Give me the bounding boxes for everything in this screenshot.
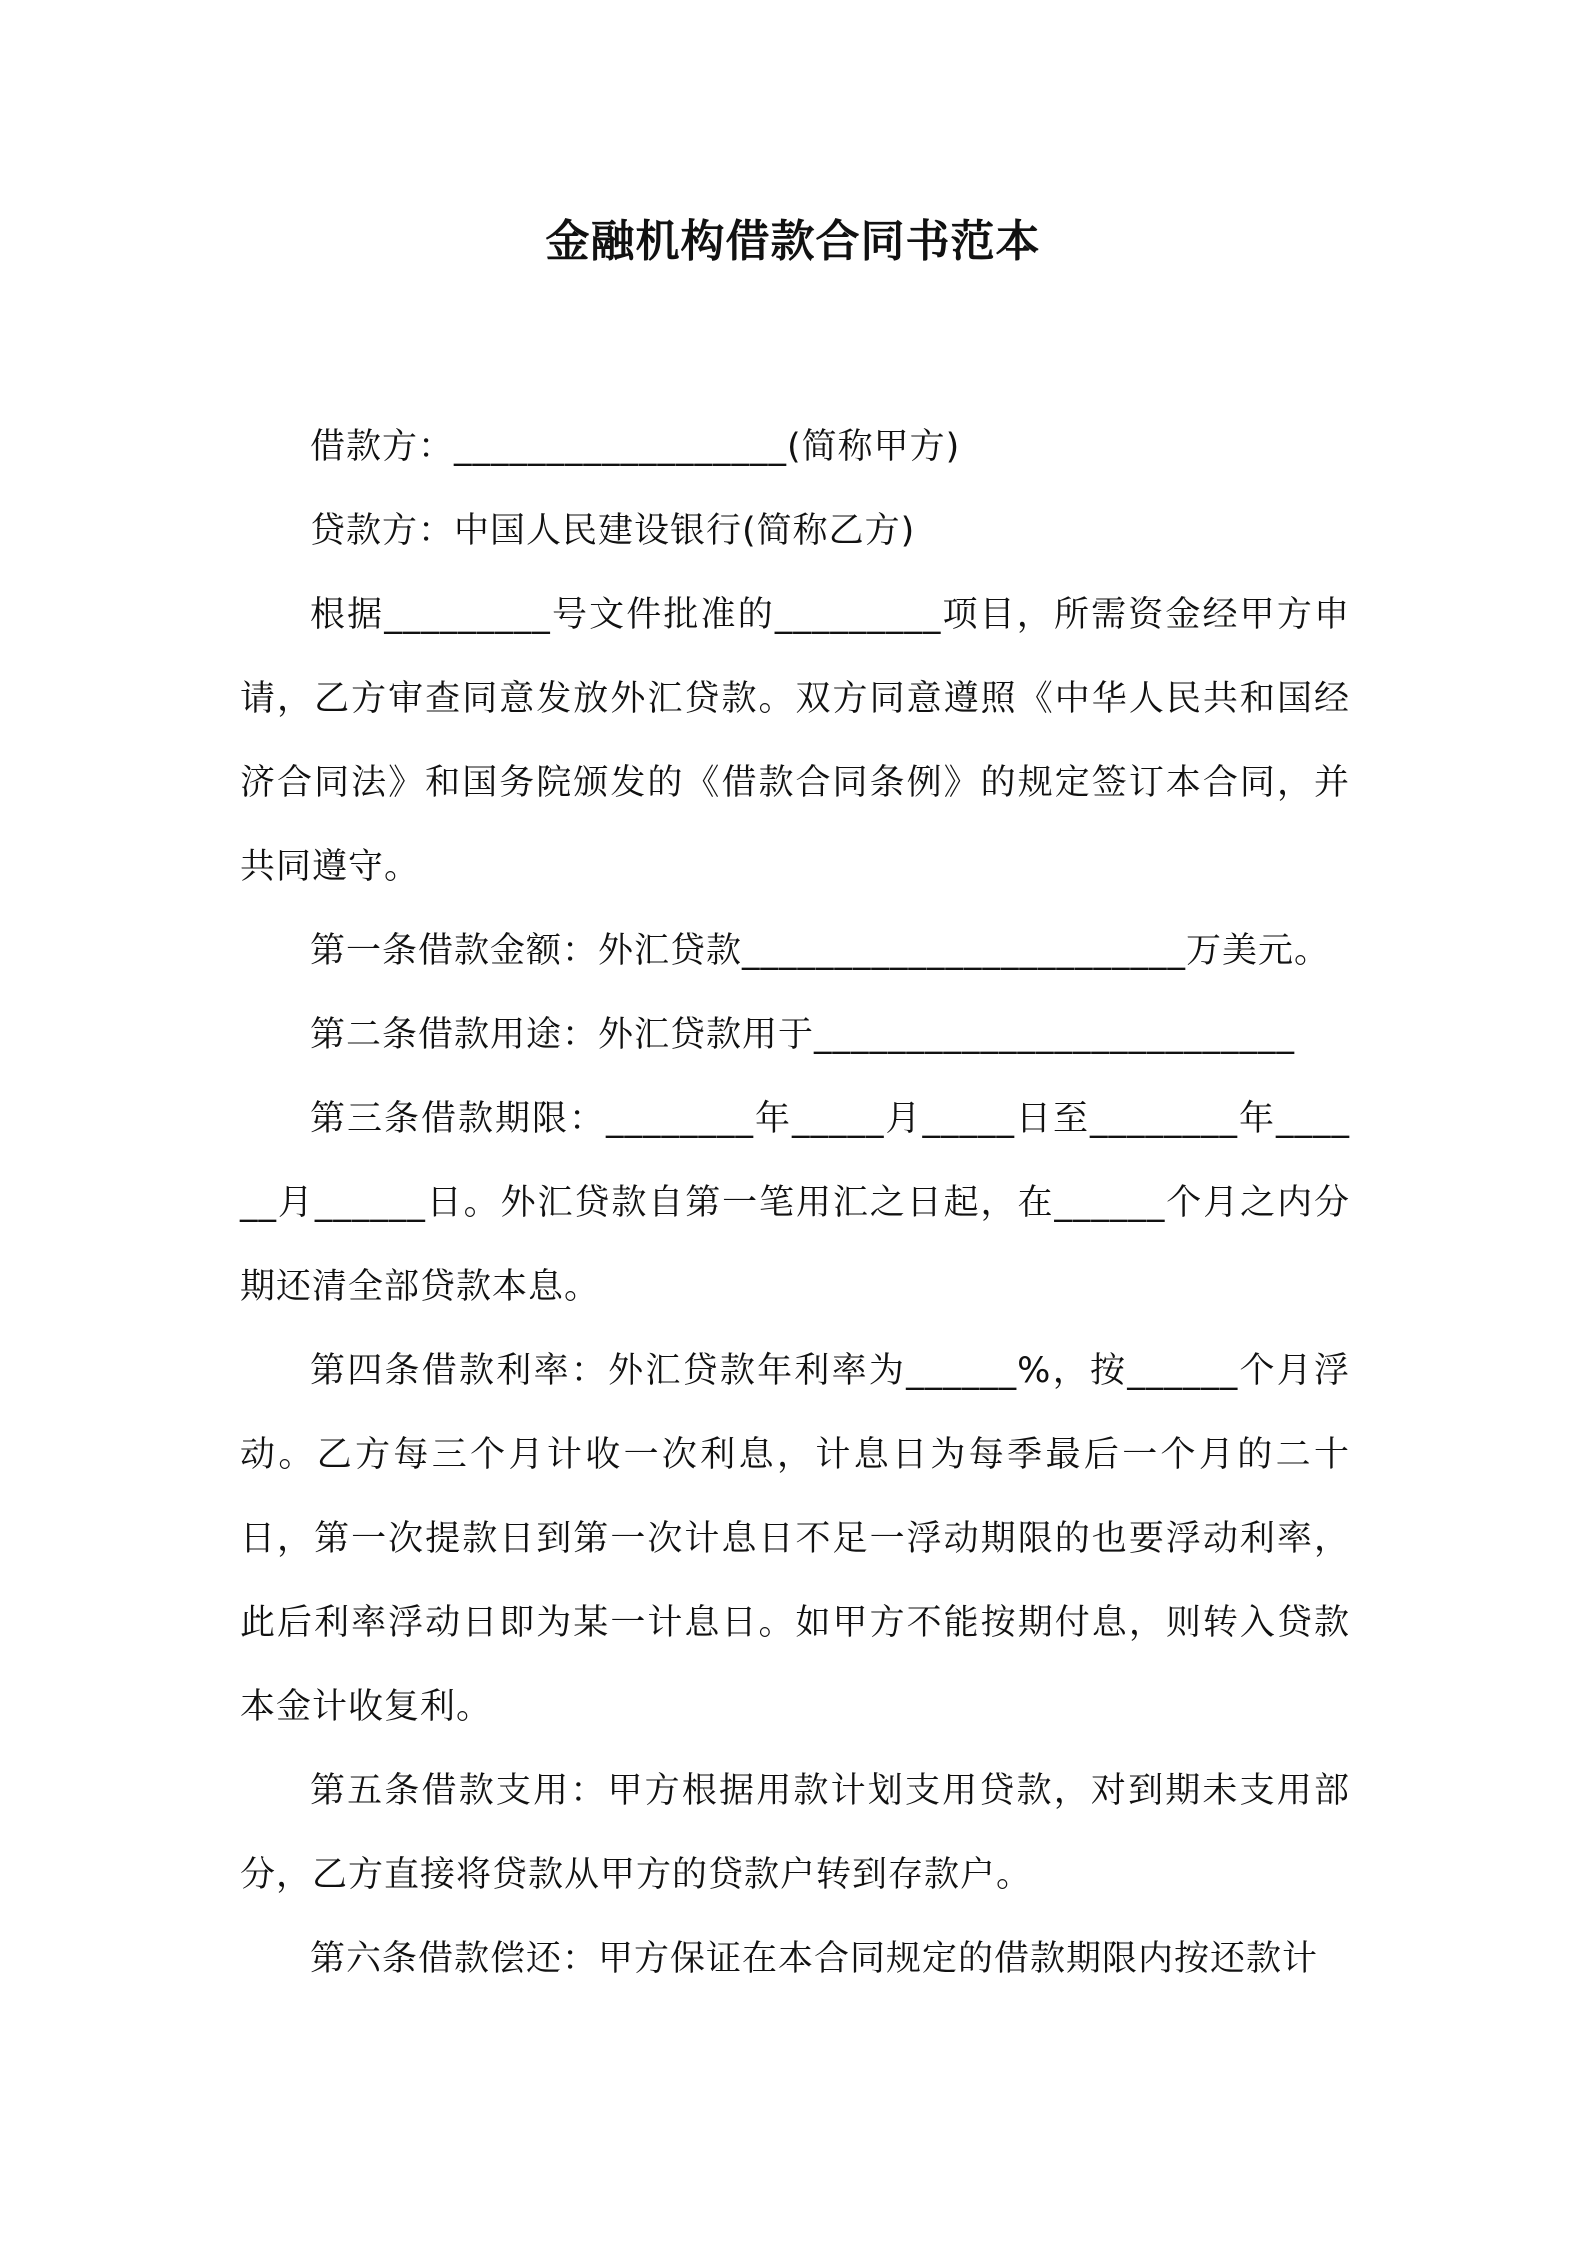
article-6-repayment: 第六条借款偿还：甲方保证在本合同规定的借款期限内按还款计	[310, 1939, 1319, 1979]
preamble-paragraph: 根据_________号文件批准的_________项目，所需资金经甲方申请，乙方审查同意发放外汇贷款。双方同意遵照《中华人民共和国经济合同法》和国务院颁发的《借款合同条例》的规定签订本合同，并共同遵守。	[240, 595, 1350, 887]
document-body	[240, 405, 1350, 2001]
lender-line: 贷款方：中国人民建设银行(简称乙方)	[310, 511, 916, 551]
article-1-amount: 第一条借款金额：外汇贷款________________________万美元。	[310, 931, 1331, 971]
article-2-purpose: 第二条借款用途：外汇贷款用于__________________________	[310, 1015, 1296, 1055]
article-3-term: 第三条借款期限：________年_____月_____日至________年______月______日。外汇贷款自第一笔用汇之日起，在______个月之内分期还清全部贷款本息。	[240, 1099, 1350, 1307]
article-5-disbursement: 第五条借款支用：甲方根据用款计划支用贷款，对到期未支用部分，乙方直接将贷款从甲方的贷款户转到存款户。	[240, 1771, 1350, 1895]
article-4-interest: 第四条借款利率：外汇贷款年利率为______%，按______个月浮动。乙方每三个月计收一次利息，计息日为每季最后一个月的二十日，第一次提款日到第一次计息日不足一浮动期限的也要浮动利率，此后利率浮动日即为某一计息日。如甲方不能按期付息，则转入贷款本金计收复利。	[240, 1351, 1350, 1727]
borrower-line: 借款方：__________________(简称甲方)	[310, 427, 961, 467]
document-title: 金融机构借款合同书范本	[545, 216, 1041, 267]
